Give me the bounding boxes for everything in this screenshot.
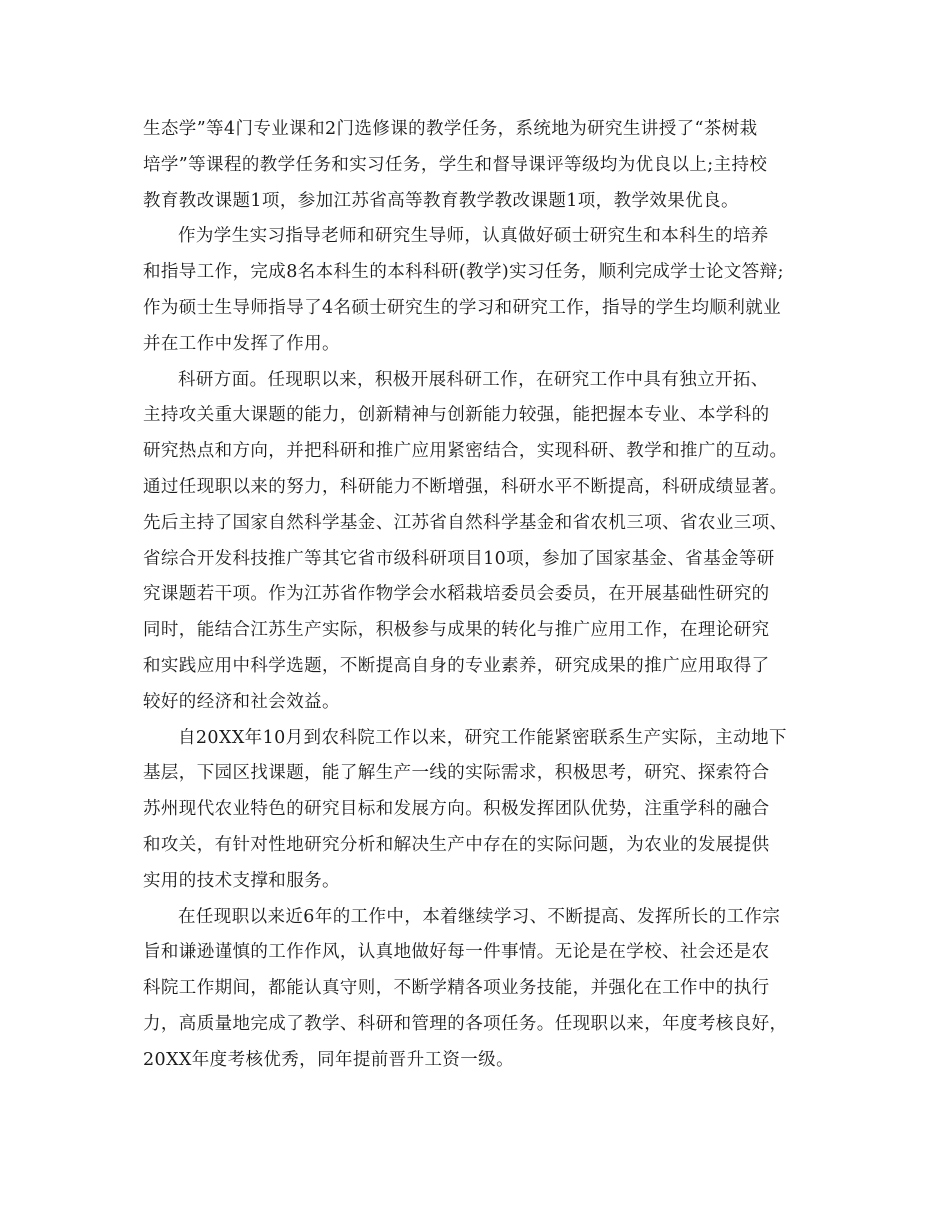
text-line: 基层，下园区找课题，能了解生产一线的实际需求，积极思考，研究、探索符合 [143, 763, 770, 784]
paragraph-first-line: 科研方面。任现职以来，积极开展科研工作，在研究工作中具有独立开拓、 [178, 369, 769, 390]
text-line: 实用的技术支撑和服务。 [143, 870, 340, 891]
text-line: 先后主持了国家自然科学基金、江苏省自然科学基金和省农机三项、省农业三项、 [143, 512, 788, 533]
text-line: 同时，能结合江苏生产实际，积极参与成果的转化与推广应用工作，在理论研究 [143, 620, 770, 641]
paragraph-first-line: 自20XX年10月到农科院工作以来，研究工作能紧密联系生产实际，主动地下 [178, 727, 787, 748]
text-line: 究课题若干项。作为江苏省作物学会水稻栽培委员会委员，在开展基础性研究的 [143, 584, 770, 605]
text-line: 20XX年度考核优秀，同年提前晋升工资一级。 [143, 1049, 514, 1070]
text-line: 作为硕士生导师指导了4名硕士研究生的学习和研究工作，指导的学生均顺利就业 [143, 297, 782, 318]
text-line: 研究热点和方向，并把科研和推广应用紧密结合，实现科研、教学和推广的互动。 [143, 441, 788, 462]
text-line: 旨和谦逊谨慎的工作作风，认真地做好每一件事情。无论是在学校、社会还是农 [143, 942, 770, 963]
document-body [143, 112, 823, 1079]
text-line: 力，高质量地完成了教学、科研和管理的各项任务。任现职以来，年度考核良好， [143, 1013, 788, 1034]
text-line: 并在工作中发挥了作用。 [143, 333, 340, 354]
text-line: 主持攻关重大课题的能力，创新精神与创新能力较强，能把握本专业、本学科的 [143, 405, 770, 426]
text-line: 和指导工作，完成8名本科生的本科科研(教学)实习任务，顺利完成学士论文答辩; [143, 262, 784, 283]
text-line: 省综合开发科技推广等其它省市级科研项目10项，参加了国家基金、省基金等研 [143, 548, 775, 569]
text-line: 科院工作期间，都能认真守则，不断学精各项业务技能，并强化在工作中的执行 [143, 978, 770, 999]
text-line: 苏州现代农业特色的研究目标和发展方向。积极发挥团队优势，注重学科的融合 [143, 799, 770, 820]
text-line: 较好的经济和社会效益。 [143, 691, 340, 712]
text-line: 通过任现职以来的努力，科研能力不断增强，科研水平不断提高，科研成绩显著。 [143, 476, 788, 497]
text-line: 和实践应用中科学选题，不断提高自身的专业素养，研究成果的推广应用取得了 [143, 655, 770, 676]
text-line: 教育教改课题1项，参加江苏省高等教育教学教改课题1项，教学效果优良。 [143, 190, 739, 211]
text-line: 生态学”等4门专业课和2门选修课的教学任务，系统地为研究生讲授了“茶树栽 [143, 119, 758, 139]
paragraph-first-line: 作为学生实习指导老师和研究生导师，认真做好硕士研究生和本科生的培养 [178, 226, 769, 247]
paragraph-first-line: 在任现职以来近6年的工作中，本着继续学习、不断提高、发挥所长的工作宗 [178, 906, 781, 927]
text-line: 培学”等课程的教学任务和实习任务，学生和督导课评等级均为优良以上;主持校 [143, 154, 768, 175]
text-line: 和攻关，有针对性地研究分析和解决生产中存在的实际问题，为农业的发展提供 [143, 834, 770, 855]
